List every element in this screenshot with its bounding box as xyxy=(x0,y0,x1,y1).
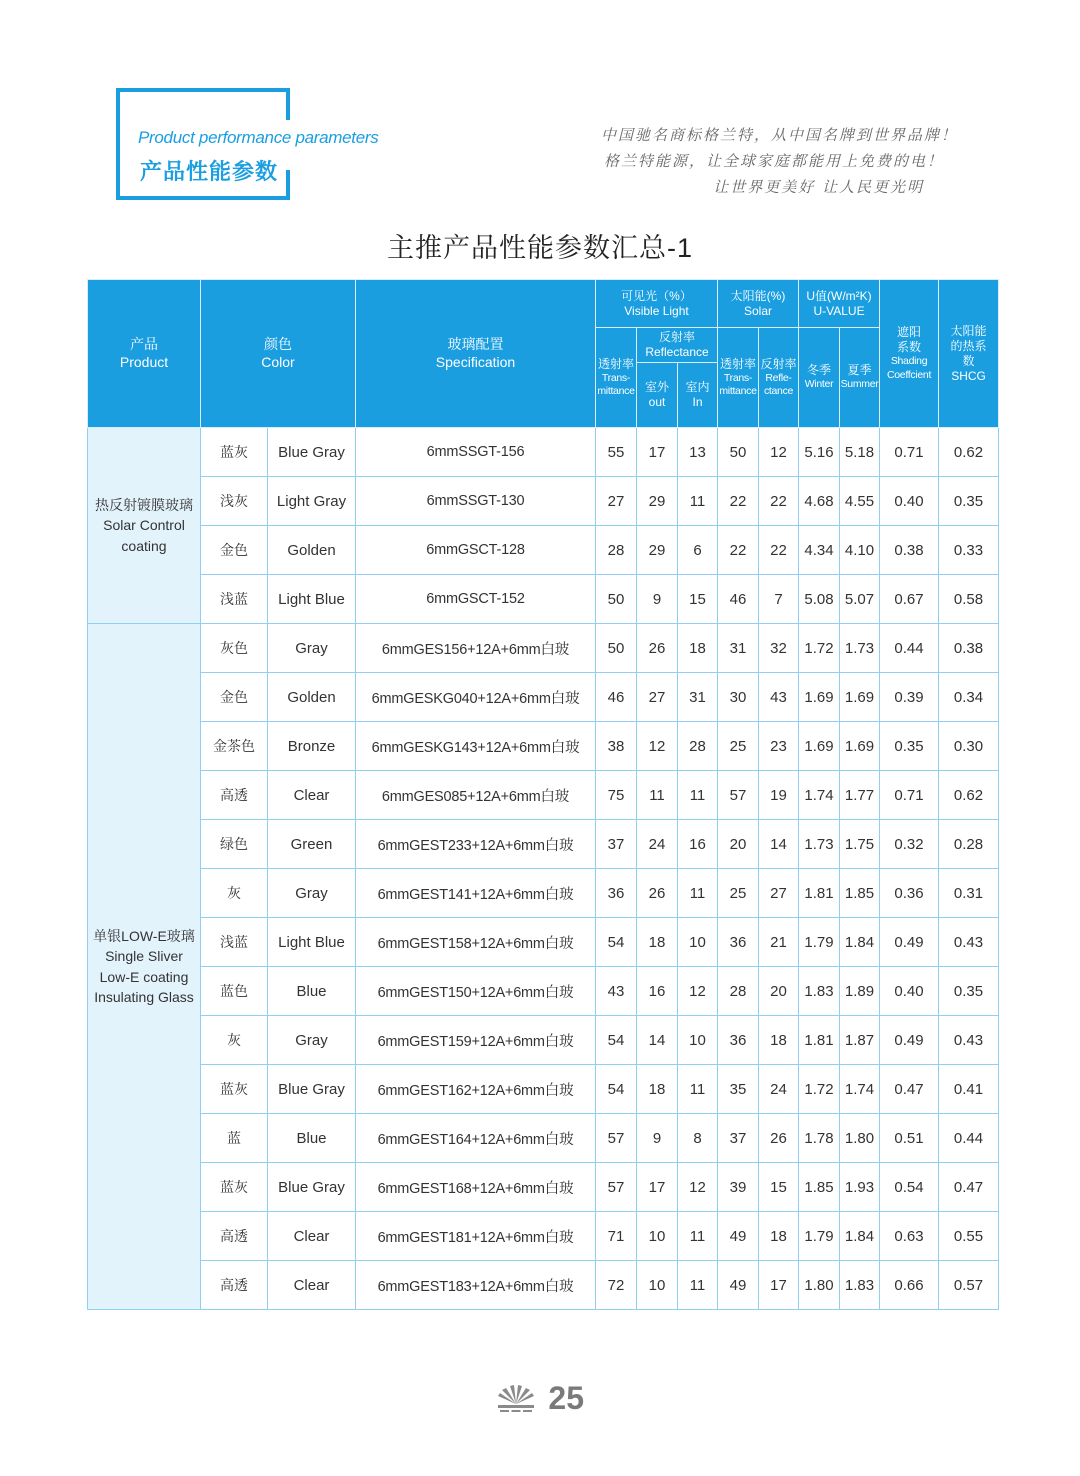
table-row xyxy=(88,428,999,477)
value-cell-sr: 20 xyxy=(759,967,799,1016)
spec-cell: 6mmGES085+12A+6mm白玻 xyxy=(356,771,596,820)
table-row xyxy=(88,1016,999,1065)
color-zh-cell: 金色 xyxy=(201,673,268,722)
value-cell-us: 1.69 xyxy=(840,722,880,771)
value-cell-shgc: 0.44 xyxy=(939,1114,999,1163)
color-en-cell: Light Blue xyxy=(268,918,356,967)
value-cell-shgc: 0.28 xyxy=(939,820,999,869)
value-cell-us: 1.75 xyxy=(840,820,880,869)
spec-cell: 6mmGEST168+12A+6mm白玻 xyxy=(356,1163,596,1212)
color-zh-cell: 浅灰 xyxy=(201,477,268,526)
value-cell-vt: 57 xyxy=(596,1114,637,1163)
value-cell-uw: 1.83 xyxy=(799,967,840,1016)
value-cell-shgc: 0.58 xyxy=(939,575,999,624)
value-cell-sr: 18 xyxy=(759,1212,799,1261)
value-cell-st: 36 xyxy=(718,918,759,967)
value-cell-us: 1.85 xyxy=(840,869,880,918)
color-zh-cell: 高透 xyxy=(201,1212,268,1261)
value-cell-vri: 12 xyxy=(678,967,718,1016)
value-cell-shgc: 0.57 xyxy=(939,1261,999,1310)
value-cell-sr: 14 xyxy=(759,820,799,869)
value-cell-sc: 0.71 xyxy=(880,428,939,477)
spec-cell: 6mmGSCT-152 xyxy=(356,575,596,624)
color-zh-cell: 金茶色 xyxy=(201,722,268,771)
value-cell-uw: 1.85 xyxy=(799,1163,840,1212)
color-en-cell: Golden xyxy=(268,673,356,722)
value-cell-st: 49 xyxy=(718,1212,759,1261)
value-cell-vt: 28 xyxy=(596,526,637,575)
table-row xyxy=(88,1163,999,1212)
spec-cell: 6mmGEST181+12A+6mm白玻 xyxy=(356,1212,596,1261)
color-en-cell: Blue xyxy=(268,967,356,1016)
value-cell-vri: 10 xyxy=(678,918,718,967)
value-cell-vt: 71 xyxy=(596,1212,637,1261)
value-cell-sc: 0.49 xyxy=(880,1016,939,1065)
table-row xyxy=(88,869,999,918)
value-cell-vri: 31 xyxy=(678,673,718,722)
value-cell-sc: 0.67 xyxy=(880,575,939,624)
value-cell-sr: 22 xyxy=(759,526,799,575)
spec-cell: 6mmGEST183+12A+6mm白玻 xyxy=(356,1261,596,1310)
table-row xyxy=(88,1114,999,1163)
value-cell-vri: 13 xyxy=(678,428,718,477)
value-cell-vt: 55 xyxy=(596,428,637,477)
value-cell-vro: 26 xyxy=(637,624,678,673)
value-cell-vro: 16 xyxy=(637,967,678,1016)
value-cell-vro: 9 xyxy=(637,1114,678,1163)
value-cell-vri: 11 xyxy=(678,477,718,526)
value-cell-uw: 1.79 xyxy=(799,1212,840,1261)
color-zh-cell: 高透 xyxy=(201,1261,268,1310)
color-en-cell: Clear xyxy=(268,771,356,820)
spec-cell: 6mmGSCT-128 xyxy=(356,526,596,575)
value-cell-vro: 17 xyxy=(637,1163,678,1212)
value-cell-us: 1.87 xyxy=(840,1016,880,1065)
header-solar: 太阳能(%) Solar xyxy=(718,280,799,328)
value-cell-vri: 11 xyxy=(678,1212,718,1261)
spec-cell: 6mmGEST233+12A+6mm白玻 xyxy=(356,820,596,869)
value-cell-vro: 26 xyxy=(637,869,678,918)
value-cell-st: 22 xyxy=(718,526,759,575)
value-cell-uw: 1.72 xyxy=(799,1065,840,1114)
header-u-value: U值(W/m²K) U-VALUE xyxy=(799,280,880,328)
value-cell-vt: 37 xyxy=(596,820,637,869)
header-visible-trans: 透射率 Trans-mittance xyxy=(596,328,637,428)
value-cell-st: 46 xyxy=(718,575,759,624)
table-row xyxy=(88,526,999,575)
value-cell-sr: 17 xyxy=(759,1261,799,1310)
value-cell-shgc: 0.41 xyxy=(939,1065,999,1114)
value-cell-sr: 24 xyxy=(759,1065,799,1114)
spec-cell: 6mmGEST141+12A+6mm白玻 xyxy=(356,869,596,918)
color-zh-cell: 蓝色 xyxy=(201,967,268,1016)
color-en-cell: Golden xyxy=(268,526,356,575)
value-cell-vro: 18 xyxy=(637,1065,678,1114)
value-cell-uw: 1.73 xyxy=(799,820,840,869)
value-cell-sc: 0.66 xyxy=(880,1261,939,1310)
value-cell-vro: 11 xyxy=(637,771,678,820)
value-cell-shgc: 0.62 xyxy=(939,771,999,820)
table-row xyxy=(88,1212,999,1261)
value-cell-vro: 17 xyxy=(637,428,678,477)
value-cell-uw: 1.69 xyxy=(799,673,840,722)
value-cell-shgc: 0.47 xyxy=(939,1163,999,1212)
value-cell-st: 36 xyxy=(718,1016,759,1065)
value-cell-shgc: 0.35 xyxy=(939,477,999,526)
color-en-cell: Gray xyxy=(268,869,356,918)
value-cell-sc: 0.51 xyxy=(880,1114,939,1163)
header-refl-out: 室外 out xyxy=(637,363,678,428)
value-cell-us: 1.89 xyxy=(840,967,880,1016)
value-cell-vro: 24 xyxy=(637,820,678,869)
value-cell-vri: 11 xyxy=(678,771,718,820)
value-cell-us: 1.93 xyxy=(840,1163,880,1212)
value-cell-sr: 12 xyxy=(759,428,799,477)
value-cell-st: 49 xyxy=(718,1261,759,1310)
value-cell-sr: 21 xyxy=(759,918,799,967)
table-row xyxy=(88,624,999,673)
section-title-en: Product performance parameters xyxy=(138,128,379,147)
value-cell-uw: 1.81 xyxy=(799,1016,840,1065)
value-cell-st: 37 xyxy=(718,1114,759,1163)
value-cell-vri: 15 xyxy=(678,575,718,624)
header-visible-light: 可见光（%） Visible Light xyxy=(596,280,718,328)
color-zh-cell: 绿色 xyxy=(201,820,268,869)
color-zh-cell: 浅蓝 xyxy=(201,575,268,624)
spec-cell: 6mmGESKG040+12A+6mm白玻 xyxy=(356,673,596,722)
value-cell-vro: 9 xyxy=(637,575,678,624)
value-cell-shgc: 0.34 xyxy=(939,673,999,722)
value-cell-sc: 0.35 xyxy=(880,722,939,771)
value-cell-uw: 5.16 xyxy=(799,428,840,477)
value-cell-uw: 1.72 xyxy=(799,624,840,673)
value-cell-shgc: 0.43 xyxy=(939,1016,999,1065)
header-summer: 夏季 Summer xyxy=(840,328,880,428)
color-en-cell: Clear xyxy=(268,1261,356,1310)
color-zh-cell: 灰色 xyxy=(201,624,268,673)
header-winter: 冬季 Winter xyxy=(799,328,840,428)
color-en-cell: Blue xyxy=(268,1114,356,1163)
value-cell-st: 28 xyxy=(718,967,759,1016)
value-cell-shgc: 0.62 xyxy=(939,428,999,477)
value-cell-st: 22 xyxy=(718,477,759,526)
value-cell-uw: 4.34 xyxy=(799,526,840,575)
value-cell-vro: 29 xyxy=(637,477,678,526)
value-cell-vro: 14 xyxy=(637,1016,678,1065)
value-cell-vri: 11 xyxy=(678,1261,718,1310)
value-cell-vri: 18 xyxy=(678,624,718,673)
value-cell-vri: 11 xyxy=(678,1065,718,1114)
value-cell-vro: 29 xyxy=(637,526,678,575)
value-cell-uw: 1.74 xyxy=(799,771,840,820)
slogan-line: 让世界更美好 让人民更光明 xyxy=(713,178,924,196)
value-cell-sr: 32 xyxy=(759,624,799,673)
value-cell-us: 1.80 xyxy=(840,1114,880,1163)
color-zh-cell: 灰 xyxy=(201,869,268,918)
table-row xyxy=(88,673,999,722)
value-cell-uw: 1.69 xyxy=(799,722,840,771)
value-cell-vt: 54 xyxy=(596,918,637,967)
header-shading: 遮阳系数 Shading Coeffcient xyxy=(880,280,939,428)
value-cell-sc: 0.63 xyxy=(880,1212,939,1261)
color-zh-cell: 蓝 xyxy=(201,1114,268,1163)
sunburst-logo-icon xyxy=(496,1384,536,1414)
value-cell-st: 20 xyxy=(718,820,759,869)
value-cell-vt: 54 xyxy=(596,1065,637,1114)
color-en-cell: Blue Gray xyxy=(268,1163,356,1212)
value-cell-us: 1.74 xyxy=(840,1065,880,1114)
value-cell-us: 1.69 xyxy=(840,673,880,722)
header-solar-refl: 反射率 Refle-ctance xyxy=(759,328,799,428)
value-cell-sc: 0.39 xyxy=(880,673,939,722)
value-cell-us: 5.18 xyxy=(840,428,880,477)
color-en-cell: Gray xyxy=(268,624,356,673)
spec-cell: 6mmGEST159+12A+6mm白玻 xyxy=(356,1016,596,1065)
value-cell-vt: 27 xyxy=(596,477,637,526)
value-cell-us: 1.83 xyxy=(840,1261,880,1310)
value-cell-sr: 18 xyxy=(759,1016,799,1065)
value-cell-us: 1.77 xyxy=(840,771,880,820)
value-cell-vri: 28 xyxy=(678,722,718,771)
value-cell-uw: 1.79 xyxy=(799,918,840,967)
value-cell-vro: 12 xyxy=(637,722,678,771)
value-cell-sr: 23 xyxy=(759,722,799,771)
value-cell-us: 1.84 xyxy=(840,918,880,967)
color-zh-cell: 蓝灰 xyxy=(201,1163,268,1212)
value-cell-sc: 0.32 xyxy=(880,820,939,869)
value-cell-uw: 1.80 xyxy=(799,1261,840,1310)
page-title: 主推产品性能参数汇总-1 xyxy=(386,233,693,263)
color-en-cell: Green xyxy=(268,820,356,869)
spec-cell: 6mmGEST164+12A+6mm白玻 xyxy=(356,1114,596,1163)
value-cell-vri: 8 xyxy=(678,1114,718,1163)
value-cell-vri: 11 xyxy=(678,869,718,918)
value-cell-vro: 10 xyxy=(637,1212,678,1261)
product-category: 热反射镀膜玻璃 Solar Control coating xyxy=(88,428,201,624)
footer xyxy=(0,1380,1080,1417)
value-cell-vt: 46 xyxy=(596,673,637,722)
value-cell-shgc: 0.38 xyxy=(939,624,999,673)
value-cell-vri: 10 xyxy=(678,1016,718,1065)
value-cell-sc: 0.38 xyxy=(880,526,939,575)
spec-cell: 6mmSSGT-130 xyxy=(356,477,596,526)
header-color: 颜色 Color xyxy=(201,280,356,428)
value-cell-sr: 43 xyxy=(759,673,799,722)
value-cell-st: 35 xyxy=(718,1065,759,1114)
value-cell-us: 1.73 xyxy=(840,624,880,673)
spec-cell: 6mmGEST150+12A+6mm白玻 xyxy=(356,967,596,1016)
value-cell-vt: 57 xyxy=(596,1163,637,1212)
spec-cell: 6mmGES156+12A+6mm白玻 xyxy=(356,624,596,673)
header-spec: 玻璃配置 Specification xyxy=(356,280,596,428)
color-en-cell: Blue Gray xyxy=(268,1065,356,1114)
spec-cell: 6mmGEST162+12A+6mm白玻 xyxy=(356,1065,596,1114)
value-cell-st: 25 xyxy=(718,869,759,918)
header-refl-in: 室内 In xyxy=(678,363,718,428)
value-cell-uw: 4.68 xyxy=(799,477,840,526)
header-solar-trans: 透射率 Trans-mittance xyxy=(718,328,759,428)
value-cell-shgc: 0.35 xyxy=(939,967,999,1016)
color-en-cell: Clear xyxy=(268,1212,356,1261)
value-cell-sc: 0.54 xyxy=(880,1163,939,1212)
value-cell-sc: 0.36 xyxy=(880,869,939,918)
value-cell-shgc: 0.55 xyxy=(939,1212,999,1261)
value-cell-vt: 54 xyxy=(596,1016,637,1065)
value-cell-sc: 0.40 xyxy=(880,967,939,1016)
table-row xyxy=(88,771,999,820)
header-visible-refl: 反射率 Reflectance xyxy=(637,328,718,363)
value-cell-vt: 43 xyxy=(596,967,637,1016)
value-cell-vt: 50 xyxy=(596,575,637,624)
color-zh-cell: 高透 xyxy=(201,771,268,820)
value-cell-shgc: 0.43 xyxy=(939,918,999,967)
value-cell-vt: 50 xyxy=(596,624,637,673)
value-cell-vro: 27 xyxy=(637,673,678,722)
color-en-cell: Gray xyxy=(268,1016,356,1065)
color-en-cell: Light Blue xyxy=(268,575,356,624)
value-cell-st: 50 xyxy=(718,428,759,477)
color-en-cell: Blue Gray xyxy=(268,428,356,477)
value-cell-us: 1.84 xyxy=(840,1212,880,1261)
value-cell-sc: 0.49 xyxy=(880,918,939,967)
value-cell-sc: 0.44 xyxy=(880,624,939,673)
spec-cell: 6mmGESKG143+12A+6mm白玻 xyxy=(356,722,596,771)
performance-table xyxy=(87,279,999,1310)
product-category: 单银LOW-E玻璃 Single Sliver Low-E coating Insulating Glass xyxy=(88,624,201,1310)
value-cell-sr: 26 xyxy=(759,1114,799,1163)
value-cell-vt: 36 xyxy=(596,869,637,918)
value-cell-us: 5.07 xyxy=(840,575,880,624)
table-row xyxy=(88,477,999,526)
table-row xyxy=(88,918,999,967)
table-row xyxy=(88,1065,999,1114)
value-cell-us: 4.55 xyxy=(840,477,880,526)
color-zh-cell: 浅蓝 xyxy=(201,918,268,967)
value-cell-sc: 0.40 xyxy=(880,477,939,526)
table-row xyxy=(88,820,999,869)
value-cell-vt: 72 xyxy=(596,1261,637,1310)
value-cell-vri: 12 xyxy=(678,1163,718,1212)
value-cell-uw: 5.08 xyxy=(799,575,840,624)
value-cell-sr: 7 xyxy=(759,575,799,624)
value-cell-vro: 10 xyxy=(637,1261,678,1310)
value-cell-st: 30 xyxy=(718,673,759,722)
value-cell-vri: 6 xyxy=(678,526,718,575)
color-zh-cell: 灰 xyxy=(201,1016,268,1065)
value-cell-us: 4.10 xyxy=(840,526,880,575)
color-zh-cell: 金色 xyxy=(201,526,268,575)
color-zh-cell: 蓝灰 xyxy=(201,428,268,477)
value-cell-st: 25 xyxy=(718,722,759,771)
value-cell-vt: 38 xyxy=(596,722,637,771)
slogan xyxy=(498,122,958,200)
color-zh-cell: 蓝灰 xyxy=(201,1065,268,1114)
value-cell-shgc: 0.31 xyxy=(939,869,999,918)
value-cell-vri: 16 xyxy=(678,820,718,869)
color-en-cell: Light Gray xyxy=(268,477,356,526)
section-title-zh: 产品性能参数 xyxy=(140,159,279,184)
value-cell-uw: 1.81 xyxy=(799,869,840,918)
table-row xyxy=(88,722,999,771)
value-cell-sr: 15 xyxy=(759,1163,799,1212)
value-cell-sr: 27 xyxy=(759,869,799,918)
slogan-line: 中国驰名商标格兰特，从中国名牌到世界品牌！ xyxy=(600,126,958,144)
header-shgc: 太阳能的热系数 SHCG xyxy=(939,280,999,428)
value-cell-vro: 18 xyxy=(637,918,678,967)
value-cell-sc: 0.47 xyxy=(880,1065,939,1114)
table-row xyxy=(88,967,999,1016)
value-cell-shgc: 0.33 xyxy=(939,526,999,575)
value-cell-st: 39 xyxy=(718,1163,759,1212)
color-en-cell: Bronze xyxy=(268,722,356,771)
slogan-line: 格兰特能源，让全球家庭都能用上免费的电！ xyxy=(603,152,944,170)
table-row xyxy=(88,1261,999,1310)
value-cell-sr: 19 xyxy=(759,771,799,820)
spec-cell: 6mmGEST158+12A+6mm白玻 xyxy=(356,918,596,967)
table-row xyxy=(88,575,999,624)
value-cell-sr: 22 xyxy=(759,477,799,526)
page-number: 25 xyxy=(548,1380,585,1416)
header-product: 产品 Product xyxy=(88,280,201,428)
value-cell-vt: 75 xyxy=(596,771,637,820)
spec-cell: 6mmSSGT-156 xyxy=(356,428,596,477)
value-cell-sc: 0.71 xyxy=(880,771,939,820)
value-cell-st: 57 xyxy=(718,771,759,820)
value-cell-st: 31 xyxy=(718,624,759,673)
value-cell-shgc: 0.30 xyxy=(939,722,999,771)
value-cell-uw: 1.78 xyxy=(799,1114,840,1163)
